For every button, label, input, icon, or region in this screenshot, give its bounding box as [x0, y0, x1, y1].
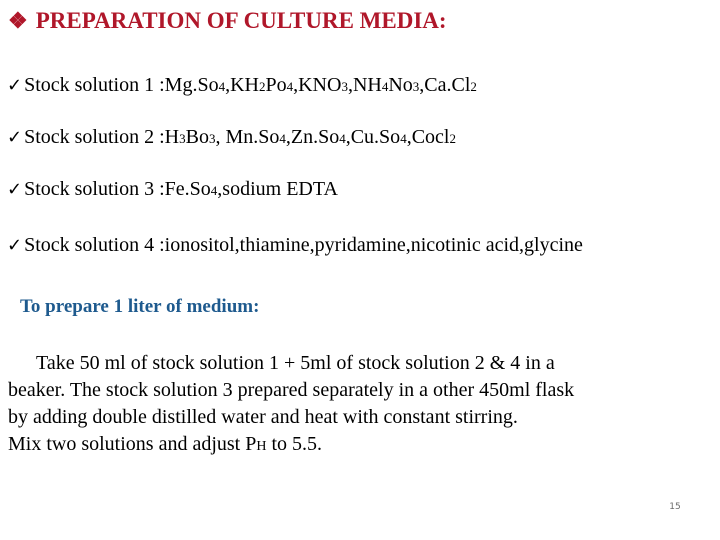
stock-solution-1: [7, 74, 477, 97]
instruction-line: to 5.5.: [266, 433, 323, 455]
formula-subscript: 4: [400, 131, 407, 146]
medium-preparation-heading: To prepare 1 liter of medium:: [20, 296, 260, 317]
instruction-line: beaker. The stock solution 3 prepared separately in a other 450ml flask: [8, 379, 575, 401]
formula-text: ,Cocl: [406, 126, 450, 148]
slide-title-text: PREPARATION OF CULTURE MEDIA:: [35, 8, 447, 33]
diamond-bullet-icon: ❖: [8, 8, 28, 33]
page-number: 15: [669, 502, 681, 512]
formula-text: ,KH: [225, 74, 259, 96]
check-mark-icon: ✓: [7, 127, 23, 148]
stock-solution-label: Stock solution 1 :: [24, 74, 165, 96]
formula-text: ,KNO: [293, 74, 342, 96]
stock-solution-4: [7, 234, 583, 257]
formula-subscript: 2: [449, 131, 456, 146]
formula-subscript: 2: [258, 79, 266, 94]
ph-small-letter: H: [256, 439, 267, 454]
formula-subscript: 4: [218, 79, 226, 94]
instruction-line: by adding double distilled water and heat with constant stirring.: [8, 406, 518, 428]
instruction-line: Take 50 ml of stock solution 1 + 5ml of stock solution 2 & 4 in a: [36, 352, 555, 374]
formula-text: No: [388, 74, 413, 96]
formula-subscript: 4: [286, 79, 294, 94]
preparation-instructions: [8, 350, 708, 460]
formula-subscript: 4: [210, 183, 218, 198]
check-mark-icon: ✓: [7, 235, 23, 256]
instruction-line: Mix two solutions and adjust P: [8, 433, 257, 455]
formula-subscript: 3: [341, 79, 348, 94]
slide-title: [8, 8, 447, 34]
formula-subscript: 4: [279, 131, 286, 146]
formula-text: Po: [265, 74, 287, 96]
formula-text: ,sodium EDTA: [217, 178, 338, 200]
stock-solution-label: Stock solution 4 :: [24, 234, 165, 256]
formula-subscript: 4: [381, 79, 389, 94]
formula-text: H: [164, 126, 180, 148]
formula-subscript: 3: [179, 131, 186, 146]
formula-text: Fe.So: [164, 178, 211, 200]
formula-text: , Mn.So: [215, 126, 280, 148]
formula-subscript: 4: [339, 131, 346, 146]
check-mark-icon: ✓: [7, 179, 23, 200]
formula-text: Mg.So: [164, 74, 219, 96]
formula-text: ,Ca.Cl: [419, 74, 471, 96]
check-mark-icon: ✓: [7, 75, 23, 96]
stock-solution-3: [7, 178, 338, 201]
formula-subscript: 3: [412, 79, 420, 94]
formula-text: ,NH: [347, 74, 382, 96]
formula-subscript: 2: [470, 79, 477, 94]
formula-text: ,Cu.So: [345, 126, 401, 148]
formula-text: ionositol,thiamine,pyridamine,nicotinic acid,glycine: [164, 234, 583, 256]
formula-text: Bo: [185, 126, 209, 148]
stock-solution-label: Stock solution 3 :: [24, 178, 165, 200]
formula-text: ,Zn.So: [285, 126, 340, 148]
formula-subscript: 3: [208, 131, 216, 146]
stock-solution-label: Stock solution 2 :: [24, 126, 165, 148]
stock-solution-2: [7, 126, 456, 149]
